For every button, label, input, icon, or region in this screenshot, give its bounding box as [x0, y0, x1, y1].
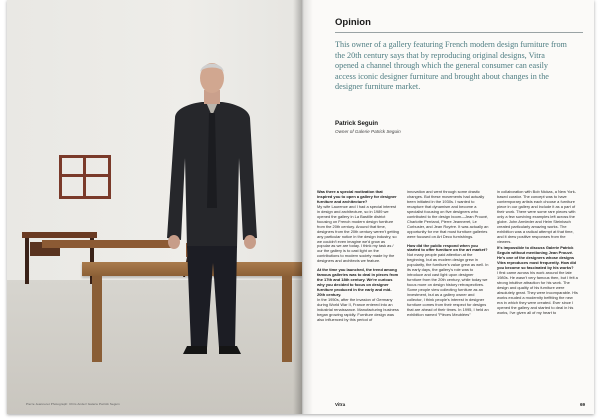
- page-number: 69: [580, 402, 586, 407]
- body-column-3: [497, 190, 579, 400]
- section-title: Opinion: [335, 17, 371, 28]
- photo-caption: Pierre Jeanneret Photograph: Chris Ander/ Galerie Patrick Seguin: [26, 402, 120, 406]
- author-role: Owner of Galerie Patrick Seguin: [335, 129, 401, 134]
- answer: innovation and went through some drastic changes. But these movements had actually been initiated in the 1930s. I wanted to recapture that dynamism and become a specialist focusing on five designers who contributed to the design boom—Jean Prouvé, Charlotte Perriand, Pierre Jeanneret, Le Corbusier, and Jean Royère. It was actually an opportunity for me that most furniture galleries were focused on Art Deco furnishings.: [407, 190, 489, 239]
- person-figure: [157, 58, 267, 378]
- magazine-spread: [7, 0, 594, 414]
- left-page-photo: [7, 0, 302, 414]
- answer: My wife Laurence and I had a special interest in design and architecture, so in 1989 we opened the gallery in La Bastille district focusing on French modern design furniture from the 20th century. Around that time, designers from the 20th century weren't getting any particular notice in the design industry, so we couldn't even imagine we'd grow as popular as we are today. I think my task as / our the gallery is to cast light on the contributions to modern society made by the designers and architects we feature.: [317, 203, 399, 264]
- question: It's impossible to discuss Galerie Patrick Seguin without mentioning Jean Prouvé. He's one of the designers whose designs Vitra reproduces most frequently. How did you become so fascinated by his works?: [497, 245, 577, 271]
- answer: I first came across his work around the late 1980s. He wasn't very famous then, but I felt a strong intuitive attraction for his work. The design and quality of his furniture were absolutely great. They were incomparable. His works exuded a modernity befitting the new era in which they were created. Ever since I opened the gallery and started to deal in his works, I've given all of my heart to: [497, 270, 578, 315]
- answer: In the 1950s, after the invasion of Germany during World War II, France entered into an industrial renaissance. Manufacturing business began growing rapidly. Furniture design was also influenced by this period of: [317, 297, 399, 322]
- article-intro: This owner of a gallery featuring French modern design furniture from the 20th century says that by reproducing original designs, Vitra opened a channel through which the general consumer can easily access iconic designer furniture and brought about changes in the designer furniture market.: [335, 40, 567, 92]
- title-divider: [335, 32, 583, 33]
- folio-publication: Vitra: [335, 402, 346, 407]
- question: How did the public respond when you started to offer furniture on the art market?: [407, 242, 488, 253]
- answer: in collaboration with Bob Nickas, a New York-based curator. The concept was to have contemporary artists each choose a furniture piece in our gallery and include it as a part of their work. There were some rare pieces with only a few surviving examples left across the globe. John Armleder and Heim Steinbach created particularly amazing works. The exhibition was a radical attempt at that time, and it drew positive responses from the viewers.: [497, 190, 577, 244]
- body-column-2: [407, 190, 489, 400]
- rear-table: [42, 240, 172, 248]
- question: At the time you launched, the trend among famous galleries was to deal in pieces from the 17th and 18th century. We're curious why you decided to focus on designer furniture produced in the early and mid-20th century.: [317, 267, 399, 298]
- right-page-article: [303, 0, 594, 414]
- body-column-1: [317, 190, 399, 400]
- question: Was there a special motivation that inspired you to open a gallery for designer furniture and architecture?: [317, 190, 397, 204]
- author-name: Patrick Seguin: [335, 120, 378, 127]
- answer: Not many people paid attention at the beginning, but as modern design grew in popularity, the furniture's value grew as well. In its early days, the gallery's role was to introduce and cast light upon designer furniture from the 20th century, while today we focus more on design history retrospectives. Some people view collecting furniture as an investment, but as a gallery owner and collector, I think people's interest in designer furniture comes from their respect for designs that are ahead of their times. In 1995, I held an exhibition named "Pièces Meublées": [407, 252, 489, 317]
- wall-shelf: [59, 155, 111, 199]
